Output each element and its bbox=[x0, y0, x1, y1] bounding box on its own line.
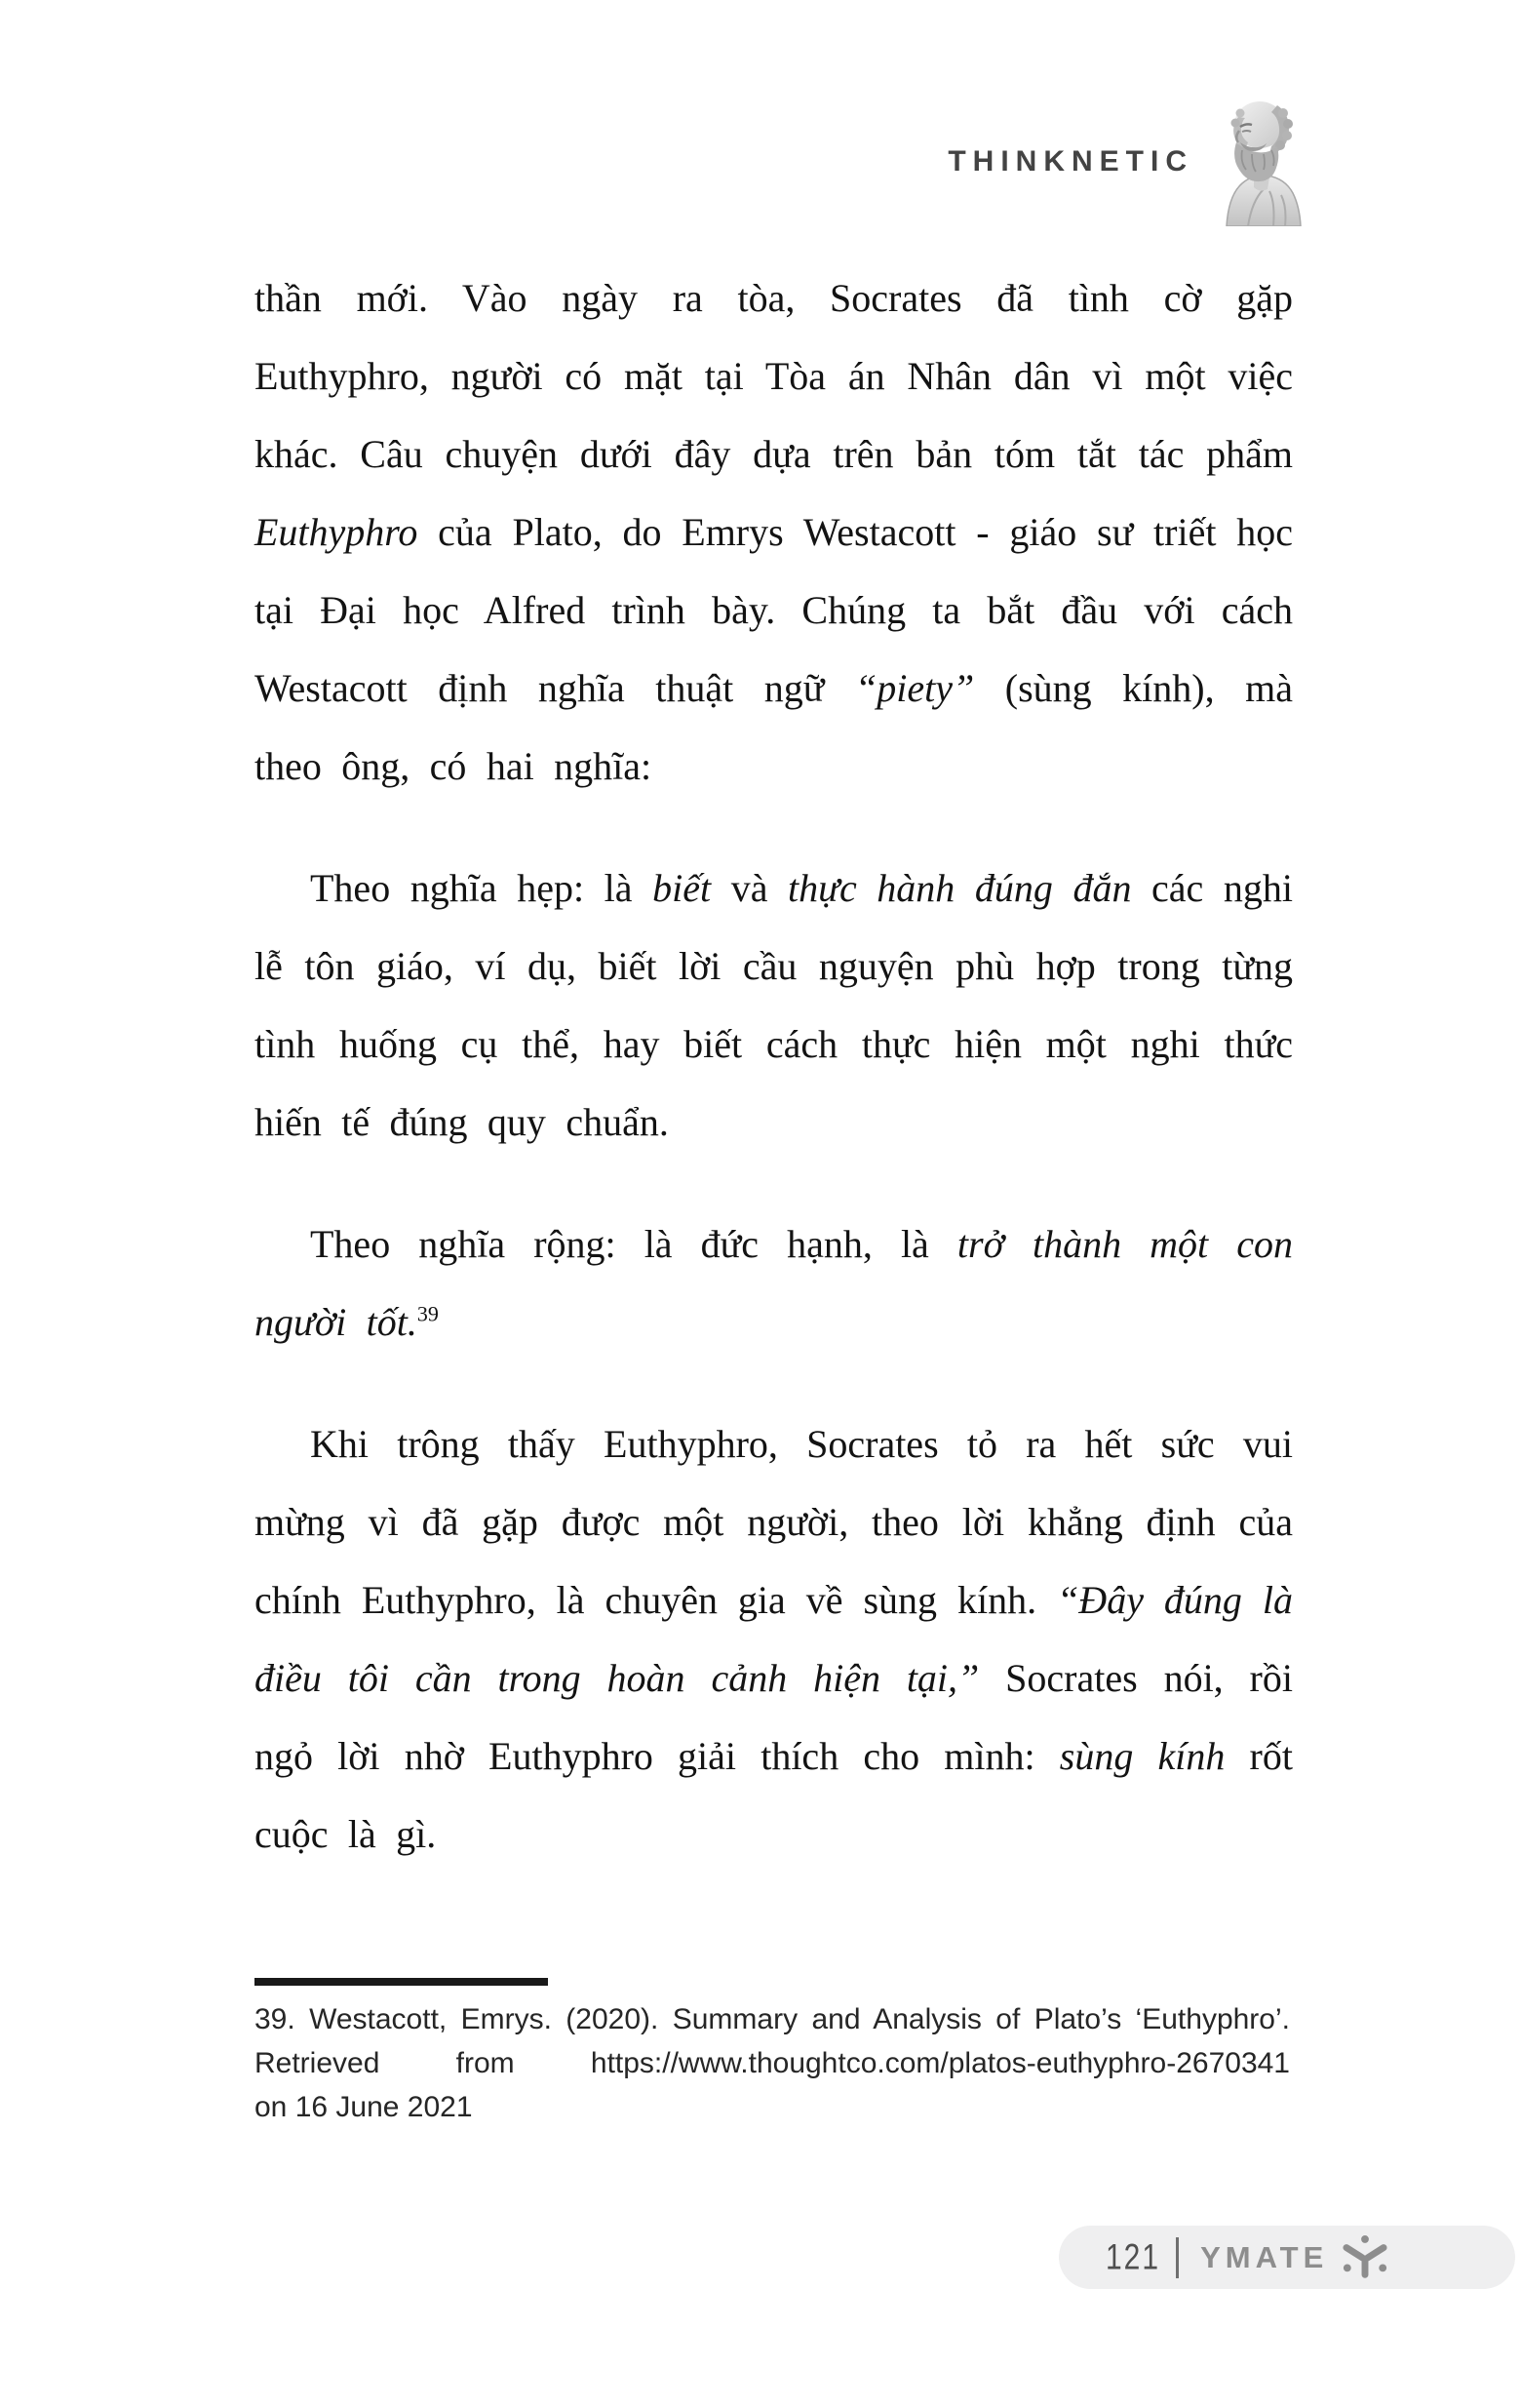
text-segment: sùng kính bbox=[1059, 1734, 1226, 1778]
text-segment: Euthyphro bbox=[254, 510, 418, 554]
text-segment: và bbox=[711, 866, 789, 910]
text-segment: của Plato, do Emrys Westacott - giáo sư triết học tại Đại học Alfred trình bày. Chúng ta bắt đầu với cách Westacott định nghĩa thuật ngữ bbox=[254, 510, 1293, 710]
text-segment: “piety” bbox=[855, 666, 975, 710]
page-header bbox=[0, 93, 1305, 227]
text-segment: Theo nghĩa hẹp: là bbox=[310, 866, 653, 910]
publisher-wordmark: THINKNETIC bbox=[948, 145, 1193, 178]
footer-pill bbox=[1059, 2226, 1515, 2289]
footnote-line: Retrieved from https://www.thoughtco.com/platos-euthyphro-2670341 bbox=[254, 2047, 1290, 2079]
text-segment: “Đây đúng là điều tôi cần trong hoàn cảnh hiện tại,” bbox=[254, 1578, 1293, 1700]
text-segment: thần mới. Vào ngày ra tòa, Socrates đã tình cờ gặp Euthyphro, người có mặt tại Tòa án Nhân dân vì một việc khác. Câu chuyện dưới đây dựa trên bản tóm tắt tác phẩm bbox=[254, 276, 1293, 476]
footnote-reference: 39 bbox=[416, 1301, 439, 1326]
footer-brand-label: YMATE bbox=[1200, 2239, 1329, 2274]
footer-separator bbox=[1176, 2237, 1179, 2278]
footnote-divider bbox=[254, 1978, 548, 1986]
paragraph bbox=[254, 1405, 1293, 1874]
page-number: 121 bbox=[1106, 2236, 1161, 2277]
text-segment: Khi trông thấy Euthyphro, Socrates tỏ ra hết sức vui mừng vì đã gặp được một người, theo lời khẳng định của chính Euthyphro, là chuyên gia về sùng kính. bbox=[254, 1422, 1293, 1622]
text-segment: các nghi lễ tôn giáo, ví dụ, biết lời cầu nguyện phù hợp trong từng tình huống cụ thể, hay biết cách thực hiện một nghi thức hiến tế đúng quy chuẩn. bbox=[254, 866, 1294, 1144]
page-body-text bbox=[254, 259, 1293, 1874]
footnote-line: on 16 June 2021 bbox=[254, 2091, 473, 2123]
paragraph bbox=[254, 259, 1293, 806]
paragraph bbox=[254, 1205, 1293, 1362]
ymate-logo-icon bbox=[1340, 2232, 1390, 2283]
footnote-lines bbox=[254, 1997, 1290, 2129]
text-segment: thực hành đúng đắn bbox=[788, 866, 1132, 910]
text-segment: Theo nghĩa rộng: là đức hạnh, là bbox=[310, 1222, 957, 1266]
text-segment: (sùng kính), mà theo ông, có hai nghĩa: bbox=[254, 666, 1294, 788]
text-segment: biết bbox=[652, 866, 712, 910]
socrates-portrait-icon bbox=[1219, 94, 1305, 226]
text-segment: trở thành một con người tốt. bbox=[254, 1222, 1293, 1344]
footnote-line: 39. Westacott, Emrys. (2020). Summary and Analysis of Plato’s ‘Euthyphro’. bbox=[254, 2003, 1290, 2035]
paragraph bbox=[254, 849, 1293, 1162]
text-segment: rốt cuộc là gì. bbox=[254, 1734, 1293, 1856]
footnote-block bbox=[254, 1978, 1290, 2129]
text-segment: Socrates nói, rồi ngỏ lời nhờ Euthyphro giải thích cho mình: bbox=[254, 1656, 1293, 1778]
